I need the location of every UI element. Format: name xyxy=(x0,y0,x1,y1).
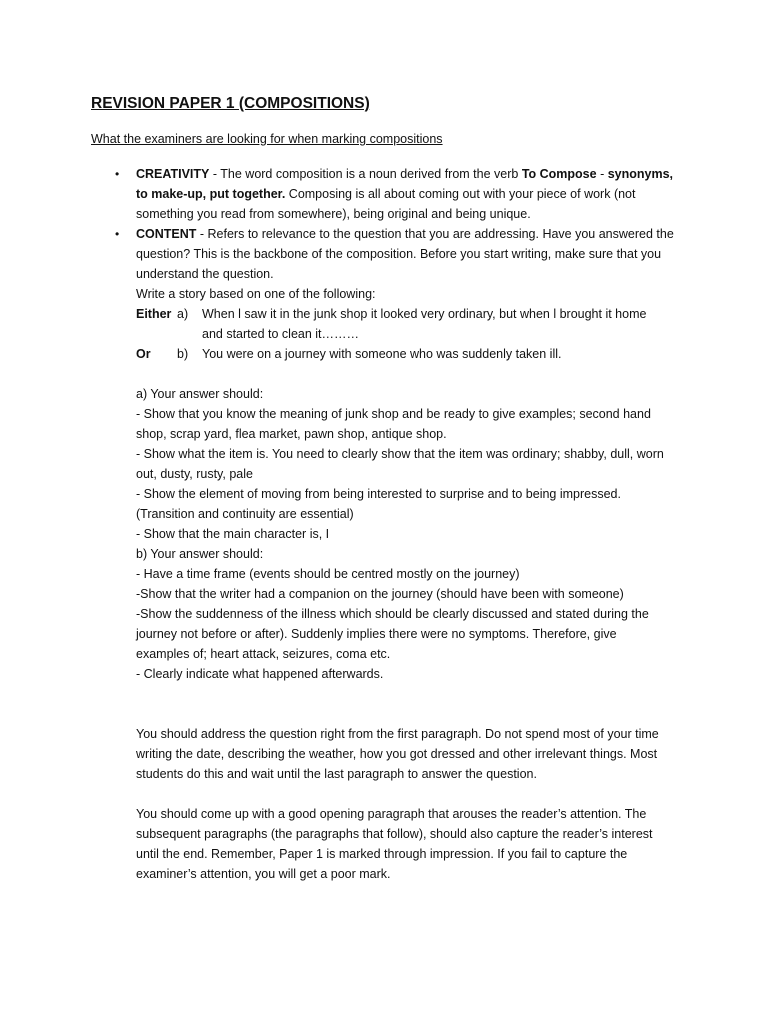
paragraph-address-question xyxy=(136,724,696,784)
paragraph-line: students do this and wait until the last paragraph to answer the question. xyxy=(136,767,537,781)
option-a-line-1: Either a) When l saw it in the junk shop it looked very ordinary, but when l brought it home xyxy=(136,304,696,324)
creativity-line-3: something you read from somewhere), being original and being unique. xyxy=(136,207,531,221)
answer-b-line: -Show the suddenness of the illness which should be clearly discussed and stated during the xyxy=(136,607,649,621)
answer-b-line: b) Your answer should: xyxy=(136,547,264,561)
bullet-icon: • xyxy=(115,167,120,181)
content-line-3: understand the question. xyxy=(136,267,274,281)
page-subtitle: What the examiners are looking for when marking compositions xyxy=(91,132,443,146)
paragraph-line: examiner’s attention, you will get a poor mark. xyxy=(136,867,391,881)
either-label: Either xyxy=(136,307,172,321)
paragraph-line: You should come up with a good opening paragraph that arouses the reader’s attention. The xyxy=(136,807,647,821)
creativity-label: CREATIVITY xyxy=(136,167,210,181)
answer-a-line: out, dusty, rusty, pale xyxy=(136,467,253,481)
answer-b-line: journey not before or after). Suddenly implies there were no symptoms. Therefore, give xyxy=(136,627,617,641)
answer-a-line: (Transition and continuity are essential) xyxy=(136,507,354,521)
answer-a-line: - Show that the main character is, I xyxy=(136,527,330,541)
bullet-icon: • xyxy=(115,227,120,241)
answer-a-line: - Show that you know the meaning of junk shop and be ready to give examples; second hand xyxy=(136,407,651,421)
answer-a-line: - Show the element of moving from being interested to surprise and to being impressed. xyxy=(136,487,621,501)
answer-b-line: examples of; heart attack, seizures, coma etc. xyxy=(136,647,391,661)
answer-b-line: - Have a time frame (events should be centred mostly on the journey) xyxy=(136,567,520,581)
option-b-line: Or b) You were on a journey with someone who was suddenly taken ill. xyxy=(136,344,696,364)
paragraph-line: subsequent paragraphs (the paragraphs that follow), should also capture the reader’s interest xyxy=(136,827,653,841)
answer-b-line: - Clearly indicate what happened afterwards. xyxy=(136,667,384,681)
content-line-4: Write a story based on one of the following: xyxy=(136,287,376,301)
answer-b-section xyxy=(136,544,696,684)
content-line-2: question? This is the backbone of the composition. Before you start writing, make sure that you xyxy=(136,247,662,261)
paragraph-opening xyxy=(136,804,696,884)
answer-b-line: -Show that the writer had a companion on the journey (should have been with someone) xyxy=(136,587,624,601)
answer-a-line: - Show what the item is. You need to clearly show that the item was ordinary; shabby, dull, worn xyxy=(136,447,664,461)
content-line-1: • CONTENT - Refers to relevance to the question that you are addressing. Have you answered the xyxy=(136,224,696,244)
answer-a-section xyxy=(136,384,696,544)
page-title: REVISION PAPER 1 (COMPOSITIONS) xyxy=(91,95,370,112)
paragraph-line: until the end. Remember, Paper 1 is marked through impression. If you fail to capture the xyxy=(136,847,628,861)
answer-a-line: shop, scrap yard, flea market, pawn shop, antique shop. xyxy=(136,427,447,441)
document-body xyxy=(115,164,696,884)
creativity-line-1: • CREATIVITY - The word composition is a noun derived from the verb To Compose - synonyms, xyxy=(136,164,696,184)
option-a-line-2: and started to clean it……… xyxy=(202,327,360,341)
or-label: Or xyxy=(136,347,151,361)
creativity-line-2: to make-up, put together. Composing is all about coming out with your piece of work (not xyxy=(136,187,636,201)
paragraph-line: writing the date, describing the weather, how you got dressed and other irrelevant things. Most xyxy=(136,747,658,761)
content-label: CONTENT xyxy=(136,227,197,241)
answer-a-line: a) Your answer should: xyxy=(136,387,264,401)
paragraph-line: You should address the question right from the first paragraph. Do not spend most of your time xyxy=(136,727,659,741)
